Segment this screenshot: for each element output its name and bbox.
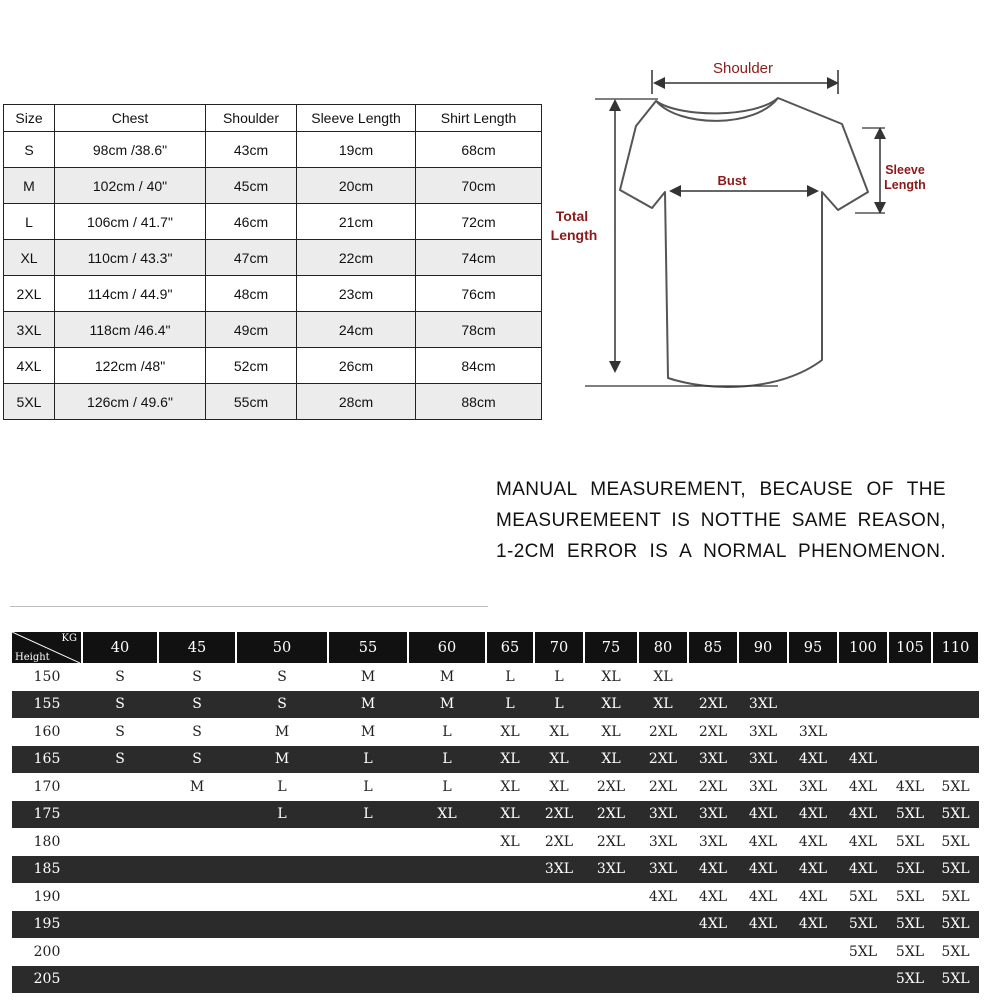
size-cell: L bbox=[328, 773, 408, 801]
size-cell: XL bbox=[408, 801, 486, 829]
cell-shoulder: 48cm bbox=[206, 276, 297, 312]
note-line-3: 1-2CM ERROR IS A NORMAL PHENOMENON. bbox=[496, 541, 946, 562]
size-cell bbox=[236, 938, 328, 966]
size-cell: M bbox=[408, 663, 486, 691]
size-cell: M bbox=[236, 746, 328, 774]
size-cell: 2XL bbox=[584, 801, 638, 829]
cell-chest: 110cm / 43.3" bbox=[55, 240, 206, 276]
size-cell bbox=[932, 663, 979, 691]
height-label: Height bbox=[15, 652, 50, 663]
size-cell: 4XL bbox=[688, 856, 738, 884]
size-cell: 3XL bbox=[688, 801, 738, 829]
size-cell bbox=[688, 663, 738, 691]
size-cell bbox=[328, 966, 408, 994]
size-cell: 4XL bbox=[738, 911, 788, 939]
size-cell bbox=[158, 883, 236, 911]
height-cell: 150 bbox=[12, 663, 82, 691]
size-cell: L bbox=[486, 691, 534, 719]
size-cell: XL bbox=[486, 718, 534, 746]
size-cell bbox=[408, 911, 486, 939]
size-cell bbox=[534, 911, 584, 939]
size-cell bbox=[788, 966, 838, 994]
height-cell: 165 bbox=[12, 746, 82, 774]
cell-sleeve-length: 26cm bbox=[297, 348, 416, 384]
size-cell: 2XL bbox=[638, 718, 688, 746]
weight-header-cell: 40 bbox=[82, 632, 158, 663]
size-cell: 2XL bbox=[584, 828, 638, 856]
size-cell: 4XL bbox=[838, 828, 888, 856]
weight-header-cell: 75 bbox=[584, 632, 638, 663]
size-cell: 4XL bbox=[838, 773, 888, 801]
size-cell bbox=[82, 828, 158, 856]
height-row bbox=[12, 883, 979, 911]
height-cell: 195 bbox=[12, 911, 82, 939]
cell-shirt-length: 74cm bbox=[416, 240, 542, 276]
height-row bbox=[12, 691, 979, 719]
size-table-row bbox=[4, 384, 542, 420]
size-cell bbox=[486, 883, 534, 911]
tshirt-measurement-diagram bbox=[540, 50, 940, 400]
note-line-2: MEASUREMEENT IS NOTTHE SAME REASON, bbox=[496, 510, 946, 531]
size-cell bbox=[328, 883, 408, 911]
size-cell bbox=[158, 828, 236, 856]
size-cell bbox=[838, 663, 888, 691]
cell-size: L bbox=[4, 204, 55, 240]
size-cell bbox=[788, 938, 838, 966]
size-cell: 5XL bbox=[932, 773, 979, 801]
total-length-label-1: Total bbox=[555, 208, 589, 224]
weight-header-cell: 50 bbox=[236, 632, 328, 663]
cell-chest: 106cm / 41.7" bbox=[55, 204, 206, 240]
size-cell: 4XL bbox=[738, 801, 788, 829]
size-cell: 3XL bbox=[638, 828, 688, 856]
size-cell: 5XL bbox=[838, 938, 888, 966]
cell-chest: 102cm / 40" bbox=[55, 168, 206, 204]
size-cell: XL bbox=[584, 746, 638, 774]
weight-header-cell: 55 bbox=[328, 632, 408, 663]
size-cell: 5XL bbox=[932, 966, 979, 994]
height-row bbox=[12, 718, 979, 746]
size-cell: L bbox=[328, 801, 408, 829]
size-cell: XL bbox=[486, 746, 534, 774]
size-cell: 5XL bbox=[888, 828, 932, 856]
size-cell bbox=[236, 966, 328, 994]
size-cell: 2XL bbox=[584, 773, 638, 801]
size-cell: L bbox=[328, 746, 408, 774]
size-cell bbox=[158, 856, 236, 884]
cell-shirt-length: 68cm bbox=[416, 132, 542, 168]
weight-header-cell: 45 bbox=[158, 632, 236, 663]
size-cell bbox=[738, 938, 788, 966]
size-cell bbox=[82, 856, 158, 884]
size-cell: 5XL bbox=[932, 856, 979, 884]
size-cell: 3XL bbox=[738, 746, 788, 774]
total-length-label-2: Length bbox=[550, 227, 598, 243]
size-cell bbox=[838, 966, 888, 994]
size-table-row bbox=[4, 204, 542, 240]
sleeve-label-1: Sleeve bbox=[885, 163, 925, 177]
cell-chest: 122cm /48" bbox=[55, 348, 206, 384]
size-cell bbox=[534, 883, 584, 911]
size-cell bbox=[788, 691, 838, 719]
size-cell: XL bbox=[486, 801, 534, 829]
height-cell: 175 bbox=[12, 801, 82, 829]
size-cell: M bbox=[158, 773, 236, 801]
height-cell: 155 bbox=[12, 691, 82, 719]
size-cell bbox=[788, 663, 838, 691]
size-cell: 4XL bbox=[738, 883, 788, 911]
size-cell: 2XL bbox=[688, 691, 738, 719]
height-cell: 190 bbox=[12, 883, 82, 911]
size-cell: S bbox=[158, 718, 236, 746]
size-cell: S bbox=[82, 663, 158, 691]
size-cell: XL bbox=[638, 691, 688, 719]
size-cell: 5XL bbox=[888, 801, 932, 829]
cell-shirt-length: 72cm bbox=[416, 204, 542, 240]
size-cell bbox=[932, 746, 979, 774]
size-cell: 3XL bbox=[638, 801, 688, 829]
cell-shoulder: 45cm bbox=[206, 168, 297, 204]
cell-size: 3XL bbox=[4, 312, 55, 348]
size-cell: L bbox=[408, 773, 486, 801]
size-cell: L bbox=[534, 663, 584, 691]
size-cell bbox=[328, 828, 408, 856]
size-cell bbox=[236, 911, 328, 939]
size-cell: 3XL bbox=[738, 718, 788, 746]
size-cell: L bbox=[486, 663, 534, 691]
size-table-row bbox=[4, 348, 542, 384]
size-cell bbox=[486, 856, 534, 884]
size-cell bbox=[584, 938, 638, 966]
size-cell bbox=[688, 966, 738, 994]
measurement-note bbox=[496, 474, 946, 567]
height-row bbox=[12, 663, 979, 691]
size-cell: XL bbox=[584, 691, 638, 719]
size-cell bbox=[888, 718, 932, 746]
cell-chest: 126cm / 49.6" bbox=[55, 384, 206, 420]
size-cell: S bbox=[82, 746, 158, 774]
size-cell: XL bbox=[486, 828, 534, 856]
size-cell: 5XL bbox=[888, 938, 932, 966]
weight-header-cell: 100 bbox=[838, 632, 888, 663]
cell-sleeve-length: 24cm bbox=[297, 312, 416, 348]
size-cell: 5XL bbox=[838, 911, 888, 939]
size-cell: 5XL bbox=[838, 883, 888, 911]
height-row bbox=[12, 856, 979, 884]
size-cell: M bbox=[236, 718, 328, 746]
height-row bbox=[12, 773, 979, 801]
size-cell bbox=[158, 911, 236, 939]
size-cell: L bbox=[534, 691, 584, 719]
size-cell: S bbox=[236, 691, 328, 719]
size-cell bbox=[688, 938, 738, 966]
size-cell: 4XL bbox=[638, 883, 688, 911]
size-cell: 4XL bbox=[888, 773, 932, 801]
size-cell: 5XL bbox=[932, 883, 979, 911]
cell-chest: 118cm /46.4" bbox=[55, 312, 206, 348]
size-cell bbox=[236, 883, 328, 911]
size-cell bbox=[888, 663, 932, 691]
size-cell bbox=[584, 966, 638, 994]
size-cell bbox=[236, 856, 328, 884]
size-cell bbox=[82, 911, 158, 939]
cell-size: XL bbox=[4, 240, 55, 276]
size-cell bbox=[584, 883, 638, 911]
cell-sleeve-length: 20cm bbox=[297, 168, 416, 204]
size-cell: XL bbox=[534, 718, 584, 746]
size-cell bbox=[408, 828, 486, 856]
size-cell: 4XL bbox=[738, 828, 788, 856]
size-table-row bbox=[4, 312, 542, 348]
size-cell bbox=[328, 856, 408, 884]
height-row bbox=[12, 966, 979, 994]
header-shoulder: Shoulder bbox=[206, 105, 297, 132]
size-cell bbox=[158, 966, 236, 994]
size-cell: 3XL bbox=[584, 856, 638, 884]
size-cell: 3XL bbox=[688, 828, 738, 856]
size-cell bbox=[328, 938, 408, 966]
size-cell: S bbox=[82, 718, 158, 746]
size-cell: 2XL bbox=[638, 746, 688, 774]
size-cell bbox=[408, 966, 486, 994]
cell-shoulder: 46cm bbox=[206, 204, 297, 240]
size-table-row bbox=[4, 132, 542, 168]
cell-chest: 98cm /38.6" bbox=[55, 132, 206, 168]
cell-size: S bbox=[4, 132, 55, 168]
sleeve-label-2: Length bbox=[884, 178, 926, 192]
size-cell bbox=[158, 938, 236, 966]
size-cell bbox=[158, 801, 236, 829]
size-cell bbox=[838, 691, 888, 719]
height-row bbox=[12, 911, 979, 939]
size-cell: XL bbox=[534, 746, 584, 774]
weight-header-cell: 85 bbox=[688, 632, 738, 663]
size-cell bbox=[738, 966, 788, 994]
size-cell: 3XL bbox=[788, 773, 838, 801]
cell-sleeve-length: 28cm bbox=[297, 384, 416, 420]
cell-shoulder: 49cm bbox=[206, 312, 297, 348]
size-cell bbox=[888, 691, 932, 719]
size-cell bbox=[888, 746, 932, 774]
size-cell bbox=[534, 966, 584, 994]
size-cell: 3XL bbox=[638, 856, 688, 884]
size-cell: 5XL bbox=[932, 911, 979, 939]
cell-sleeve-length: 19cm bbox=[297, 132, 416, 168]
size-cell bbox=[82, 801, 158, 829]
divider bbox=[10, 606, 488, 607]
cell-sleeve-length: 22cm bbox=[297, 240, 416, 276]
size-cell bbox=[236, 828, 328, 856]
size-cell bbox=[486, 911, 534, 939]
cell-chest: 114cm / 44.9" bbox=[55, 276, 206, 312]
size-table-row bbox=[4, 240, 542, 276]
size-cell: 3XL bbox=[738, 773, 788, 801]
size-cell bbox=[932, 718, 979, 746]
size-cell: 4XL bbox=[788, 828, 838, 856]
cell-shirt-length: 70cm bbox=[416, 168, 542, 204]
size-cell: L bbox=[408, 718, 486, 746]
cell-size: M bbox=[4, 168, 55, 204]
height-row bbox=[12, 746, 979, 774]
size-cell: M bbox=[328, 691, 408, 719]
header-sleeve-length: Sleeve Length bbox=[297, 105, 416, 132]
size-cell: S bbox=[158, 691, 236, 719]
cell-shoulder: 47cm bbox=[206, 240, 297, 276]
height-cell: 160 bbox=[12, 718, 82, 746]
size-cell: 5XL bbox=[888, 856, 932, 884]
size-cell: 2XL bbox=[534, 828, 584, 856]
size-cell bbox=[534, 938, 584, 966]
size-cell: XL bbox=[638, 663, 688, 691]
height-weight-size-chart bbox=[12, 632, 980, 993]
size-cell: 4XL bbox=[788, 911, 838, 939]
weight-header-cell: 90 bbox=[738, 632, 788, 663]
size-cell: XL bbox=[534, 773, 584, 801]
size-cell: 4XL bbox=[838, 746, 888, 774]
size-cell bbox=[82, 966, 158, 994]
size-cell: 5XL bbox=[932, 938, 979, 966]
cell-shoulder: 55cm bbox=[206, 384, 297, 420]
size-cell: 3XL bbox=[788, 718, 838, 746]
size-cell: 2XL bbox=[688, 773, 738, 801]
size-cell: 2XL bbox=[688, 718, 738, 746]
height-cell: 170 bbox=[12, 773, 82, 801]
shoulder-label: Shoulder bbox=[712, 60, 774, 77]
size-cell bbox=[82, 938, 158, 966]
size-cell bbox=[408, 856, 486, 884]
height-cell: 205 bbox=[12, 966, 82, 994]
size-cell bbox=[408, 938, 486, 966]
size-cell bbox=[638, 966, 688, 994]
kg-label: KG bbox=[61, 633, 77, 644]
size-cell: 3XL bbox=[534, 856, 584, 884]
size-table-header-row bbox=[4, 105, 542, 132]
size-cell: L bbox=[236, 773, 328, 801]
weight-header-row bbox=[12, 632, 979, 663]
size-table-row bbox=[4, 276, 542, 312]
size-chart-table bbox=[3, 104, 542, 420]
cell-size: 4XL bbox=[4, 348, 55, 384]
size-cell: M bbox=[328, 718, 408, 746]
size-cell bbox=[638, 911, 688, 939]
header-shirt-length: Shirt Length bbox=[416, 105, 542, 132]
size-cell: M bbox=[408, 691, 486, 719]
cell-shoulder: 43cm bbox=[206, 132, 297, 168]
size-cell: 4XL bbox=[788, 746, 838, 774]
size-cell: L bbox=[408, 746, 486, 774]
weight-header-cell: 105 bbox=[888, 632, 932, 663]
size-cell bbox=[408, 883, 486, 911]
cell-size: 5XL bbox=[4, 384, 55, 420]
size-cell: 4XL bbox=[838, 856, 888, 884]
size-cell: 4XL bbox=[788, 801, 838, 829]
size-cell: 4XL bbox=[788, 883, 838, 911]
size-cell: XL bbox=[584, 663, 638, 691]
size-cell bbox=[638, 938, 688, 966]
size-cell: 5XL bbox=[888, 911, 932, 939]
size-cell bbox=[82, 773, 158, 801]
cell-sleeve-length: 23cm bbox=[297, 276, 416, 312]
height-cell: 180 bbox=[12, 828, 82, 856]
size-cell: 4XL bbox=[688, 911, 738, 939]
size-cell: 3XL bbox=[738, 691, 788, 719]
size-cell bbox=[738, 663, 788, 691]
size-cell: 5XL bbox=[932, 801, 979, 829]
size-cell: 4XL bbox=[688, 883, 738, 911]
height-cell: 185 bbox=[12, 856, 82, 884]
header-size: Size bbox=[4, 105, 55, 132]
height-row bbox=[12, 801, 979, 829]
weight-header-cell: 110 bbox=[932, 632, 979, 663]
note-line-1: MANUAL MEASUREMENT, BECAUSE OF THE bbox=[496, 479, 946, 500]
size-cell bbox=[328, 911, 408, 939]
size-cell: 5XL bbox=[888, 883, 932, 911]
cell-shirt-length: 78cm bbox=[416, 312, 542, 348]
height-cell: 200 bbox=[12, 938, 82, 966]
cell-shirt-length: 88cm bbox=[416, 384, 542, 420]
cell-size: 2XL bbox=[4, 276, 55, 312]
cell-sleeve-length: 21cm bbox=[297, 204, 416, 240]
size-table-row bbox=[4, 168, 542, 204]
size-cell: L bbox=[236, 801, 328, 829]
size-cell bbox=[486, 966, 534, 994]
cell-shoulder: 52cm bbox=[206, 348, 297, 384]
size-cell: XL bbox=[584, 718, 638, 746]
size-cell bbox=[932, 691, 979, 719]
cell-shirt-length: 76cm bbox=[416, 276, 542, 312]
height-row bbox=[12, 938, 979, 966]
size-cell bbox=[486, 938, 534, 966]
size-cell: M bbox=[328, 663, 408, 691]
weight-header-cell: 65 bbox=[486, 632, 534, 663]
size-cell bbox=[838, 718, 888, 746]
height-row bbox=[12, 828, 979, 856]
weight-header-cell: 60 bbox=[408, 632, 486, 663]
cell-shirt-length: 84cm bbox=[416, 348, 542, 384]
weight-header-cell: 95 bbox=[788, 632, 838, 663]
size-cell: 5XL bbox=[888, 966, 932, 994]
size-cell: 2XL bbox=[638, 773, 688, 801]
size-cell: 4XL bbox=[788, 856, 838, 884]
size-cell bbox=[584, 911, 638, 939]
size-cell: 4XL bbox=[738, 856, 788, 884]
size-cell: S bbox=[158, 663, 236, 691]
tshirt-outline bbox=[620, 98, 868, 387]
size-cell: 2XL bbox=[534, 801, 584, 829]
size-cell: XL bbox=[486, 773, 534, 801]
corner-cell bbox=[12, 632, 82, 663]
weight-header-cell: 70 bbox=[534, 632, 584, 663]
size-cell: 4XL bbox=[838, 801, 888, 829]
size-cell: S bbox=[158, 746, 236, 774]
bust-label: Bust bbox=[717, 173, 747, 188]
weight-header-cell: 80 bbox=[638, 632, 688, 663]
size-cell: S bbox=[236, 663, 328, 691]
size-cell: S bbox=[82, 691, 158, 719]
header-chest: Chest bbox=[55, 105, 206, 132]
size-cell: 3XL bbox=[688, 746, 738, 774]
size-cell bbox=[82, 883, 158, 911]
size-cell: 5XL bbox=[932, 828, 979, 856]
